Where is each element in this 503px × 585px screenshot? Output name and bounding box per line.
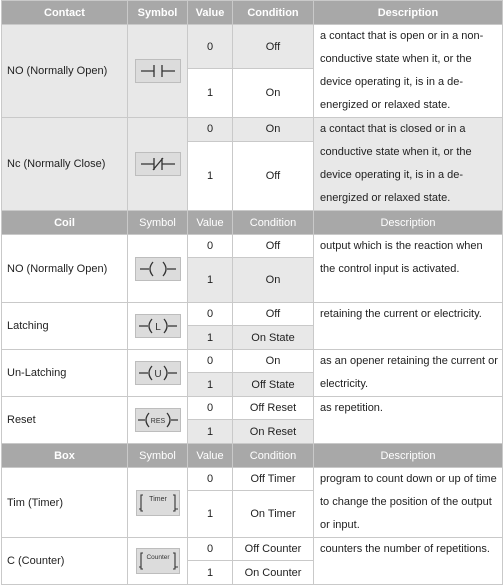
symbol-header: Symbol: [128, 444, 188, 468]
normally-open-contact-icon: [135, 59, 181, 83]
unlatch-coil-icon: [135, 361, 181, 385]
reset-coil-icon: [135, 408, 181, 432]
condition-cell: On: [233, 118, 314, 142]
condition-cell: On: [233, 69, 314, 118]
condition-cell: Off Timer: [233, 468, 314, 491]
condition-cell: On State: [233, 326, 314, 350]
symbol-cell: [128, 235, 188, 303]
value-cell: 1: [188, 561, 233, 585]
row-name: Reset: [2, 397, 128, 444]
description-cell: a contact that is open or in a non-conductive state when it, or the device operating it, is in a de-energized or relaxed state.: [314, 25, 503, 118]
condition-cell: Off State: [233, 373, 314, 397]
condition-cell: On: [233, 258, 314, 303]
value-cell: 1: [188, 326, 233, 350]
symbol-cell: [128, 350, 188, 397]
contact-header-row: [2, 1, 503, 25]
timer-box-icon: [136, 490, 180, 516]
row-name: Tim (Timer): [2, 468, 128, 538]
box-header: Box: [2, 444, 128, 468]
description-cell: counters the number of repetitions.: [314, 538, 503, 585]
table-row: [2, 118, 503, 142]
condition-cell: On Counter: [233, 561, 314, 585]
counter-box-label: Counter: [145, 554, 170, 561]
symbol-cell: [128, 397, 188, 444]
table-row: [2, 468, 503, 491]
symbol-cell: [128, 25, 188, 118]
value-header: Value: [188, 444, 233, 468]
description-cell: output which is the reaction when the control input is activated.: [314, 235, 503, 303]
condition-cell: Off Counter: [233, 538, 314, 561]
condition-header: Condition: [233, 444, 314, 468]
description-header: Description: [314, 444, 503, 468]
reset-coil-label: RES: [150, 418, 165, 425]
value-cell: 0: [188, 397, 233, 420]
description-cell: program to count down or up of time to change the position of the output or input.: [314, 468, 503, 538]
value-header: Value: [188, 1, 233, 25]
table-row: [2, 25, 503, 69]
value-cell: 0: [188, 25, 233, 69]
description-cell: a contact that is closed or in a conductive state when it, or the device operating it, is in a de-energized or relaxed state.: [314, 118, 503, 211]
description-header: Description: [314, 1, 503, 25]
value-cell: 0: [188, 118, 233, 142]
counter-box-icon: [136, 548, 180, 574]
condition-header: Condition: [233, 1, 314, 25]
description-cell: retaining the current or electricity.: [314, 303, 503, 350]
symbol-cell: [128, 468, 188, 538]
condition-cell: Off: [233, 141, 314, 211]
symbol-header: Symbol: [128, 1, 188, 25]
unlatch-coil-label: U: [153, 369, 162, 380]
value-cell: 0: [188, 538, 233, 561]
condition-cell: On Reset: [233, 420, 314, 444]
table-row: [2, 397, 503, 420]
row-name: Un-Latching: [2, 350, 128, 397]
coil-header-row: [2, 211, 503, 235]
box-header-row: [2, 444, 503, 468]
value-header: Value: [188, 211, 233, 235]
symbol-cell: [128, 118, 188, 211]
description-header: Description: [314, 211, 503, 235]
value-cell: 1: [188, 420, 233, 444]
symbol-cell: [128, 303, 188, 350]
contact-header: Contact: [2, 1, 128, 25]
value-cell: 0: [188, 468, 233, 491]
value-cell: 1: [188, 491, 233, 538]
coil-header: Coil: [2, 211, 128, 235]
condition-cell: Off: [233, 25, 314, 69]
row-name: NO (Normally Open): [2, 25, 128, 118]
value-cell: 1: [188, 69, 233, 118]
condition-header: Condition: [233, 211, 314, 235]
symbol-header: Symbol: [128, 211, 188, 235]
coil-icon: [135, 257, 181, 281]
table-row: [2, 350, 503, 373]
value-cell: 1: [188, 373, 233, 397]
row-name: C (Counter): [2, 538, 128, 585]
condition-cell: Off: [233, 235, 314, 258]
plc-symbol-table: [1, 0, 503, 585]
row-name: NO (Normally Open): [2, 235, 128, 303]
condition-cell: Off Reset: [233, 397, 314, 420]
condition-cell: Off: [233, 303, 314, 326]
latch-coil-icon: [135, 314, 181, 338]
description-cell: as an opener retaining the current or electricity.: [314, 350, 503, 397]
description-cell: as repetition.: [314, 397, 503, 444]
value-cell: 1: [188, 258, 233, 303]
latch-coil-label: L: [154, 322, 161, 333]
table-row: [2, 303, 503, 326]
table-row: [2, 235, 503, 258]
table-row: [2, 538, 503, 561]
value-cell: 0: [188, 350, 233, 373]
timer-box-label: Timer: [148, 495, 167, 503]
condition-cell: On: [233, 350, 314, 373]
value-cell: 0: [188, 235, 233, 258]
normally-closed-contact-icon: [135, 152, 181, 176]
value-cell: 0: [188, 303, 233, 326]
value-cell: 1: [188, 141, 233, 211]
condition-cell: On Timer: [233, 491, 314, 538]
row-name: Nc (Normally Close): [2, 118, 128, 211]
symbol-cell: [128, 538, 188, 585]
row-name: Latching: [2, 303, 128, 350]
